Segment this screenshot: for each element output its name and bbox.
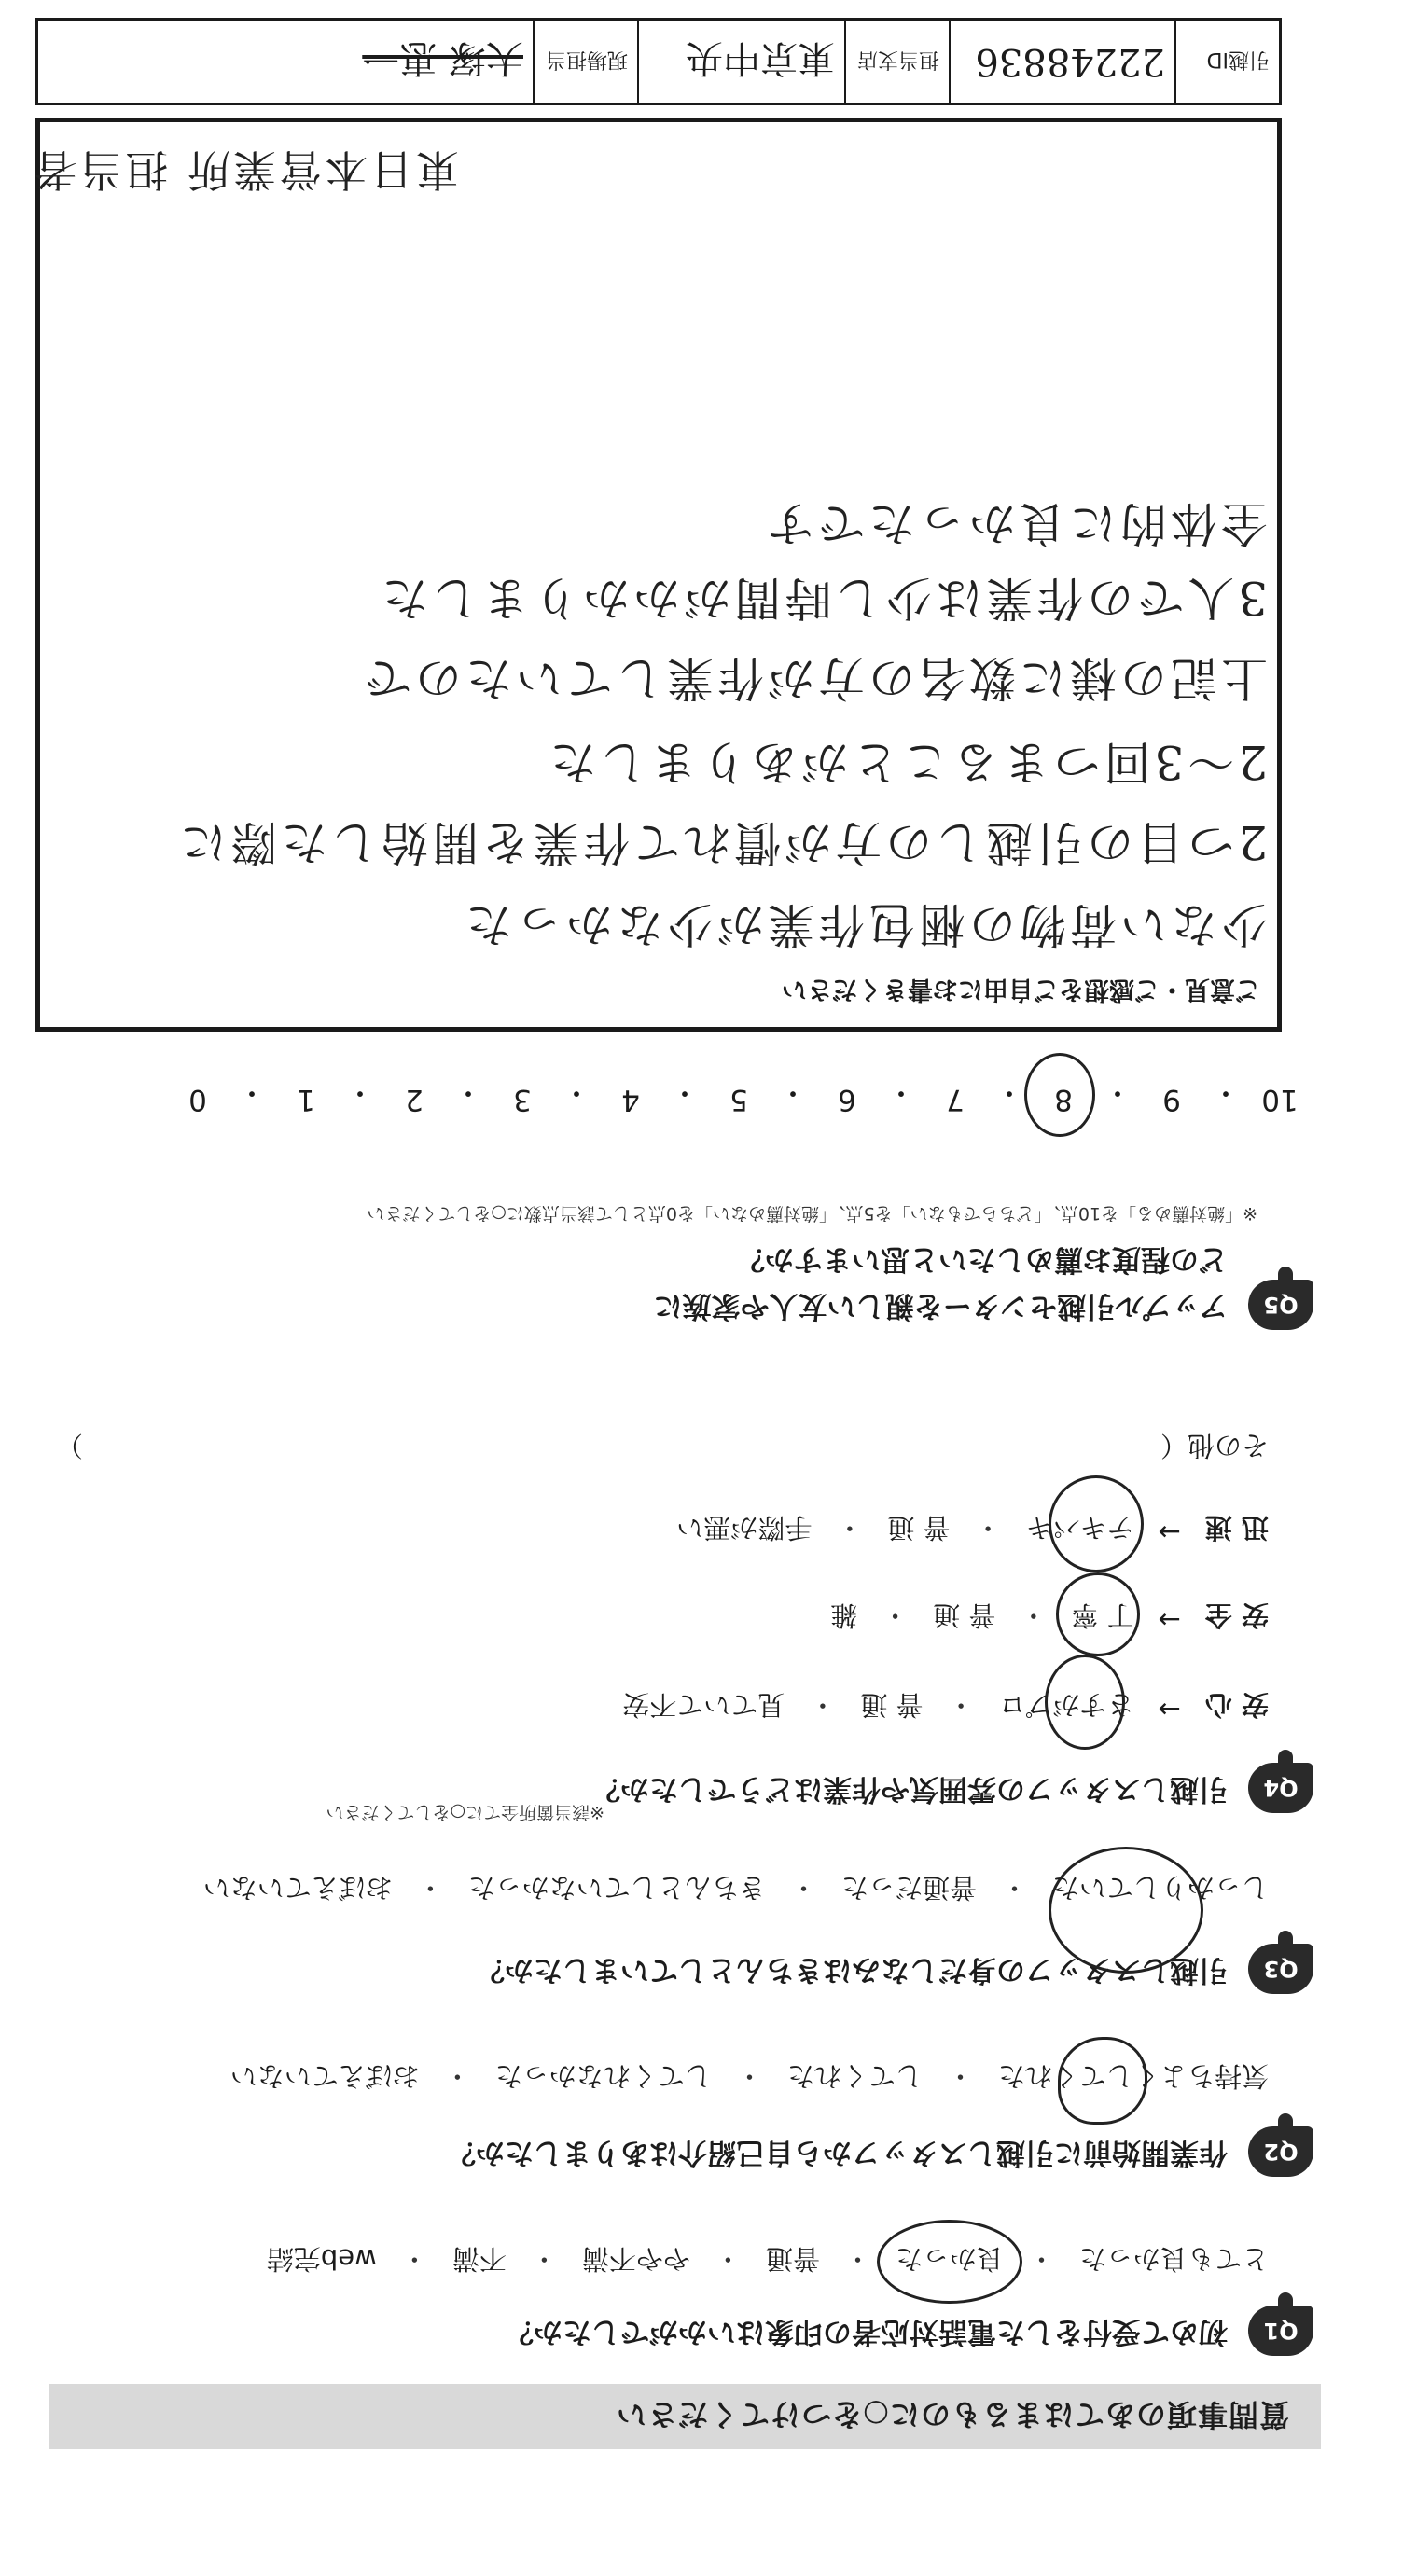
q1-option-6[interactable]: web完結 (266, 2243, 377, 2275)
q4-anzen-option-3[interactable]: 雑 (830, 1600, 858, 1631)
selection-circle (877, 2220, 1022, 2304)
q1-option-1[interactable]: とても良かった (1078, 2243, 1269, 2275)
score-1[interactable]: 1 (297, 1083, 315, 1116)
q1-text: 初めて受付をした電話対応者の印象はいかがでしたか？ (505, 2315, 1228, 2348)
q2-option-1[interactable]: 気持ちよくしてくれた (998, 2058, 1269, 2097)
comment-line-1: 少ない荷物の梱包作業が少なかった (462, 897, 1268, 951)
q1-option-4[interactable]: やや不満 (581, 2243, 690, 2275)
q4-row-label: 迅 速 (1204, 1512, 1269, 1544)
score-2[interactable]: 2 (405, 1083, 424, 1116)
q5-score-scale: 10 ・ 9 ・ 8 ・ 7 ・ 6 ・ 5 ・ 4 ・ 3 ・ 2 ・ 1 ・ 0 (164, 1074, 1313, 1116)
q4-row-jinsoku: 迅 速 → テキパキ ・ 普 通 ・ 手際が悪い (676, 1510, 1269, 1548)
q4-jinsoku-option-2[interactable]: 普 通 (887, 1512, 951, 1544)
staff-value: 大塚 恵一 (362, 36, 523, 80)
q4-row-label: 安 心 (1204, 1689, 1269, 1721)
score-3[interactable]: 3 (513, 1083, 532, 1116)
branch-value: 東京中央 (686, 36, 835, 80)
q4-anzen-option-1[interactable]: 丁 寧 (1071, 1598, 1133, 1636)
instruction-text: 質問事項のあてはまるものに○をつけてください (616, 2397, 1289, 2432)
id-label: 引越ID (1206, 48, 1270, 72)
score-6[interactable]: 6 (838, 1083, 856, 1116)
q4-anshin-option-1[interactable]: さすがプロ (999, 1687, 1134, 1725)
question-1 (45, 2225, 1313, 2356)
selection-circle (1045, 1655, 1125, 1750)
q4-anshin-option-3[interactable]: 見ていて不安 (622, 1689, 785, 1721)
q3-option-1[interactable]: しっかりしていた (1052, 1870, 1269, 1908)
score-0[interactable]: 0 (188, 1083, 207, 1116)
q4-row-anzen: 安 全 → 丁 寧 ・ 普 通 ・ 雑 (830, 1598, 1269, 1636)
score-8[interactable]: 8 (1030, 1074, 1097, 1116)
q5-note: ※「絶対薦める」を10点、「どちらでもない」を5点、「絶対薦めない」を0点として該当点数に○をしてください (367, 1203, 1257, 1224)
comment-title: ご意見・ご感想をご自由にお書きください (782, 975, 1260, 1004)
score-5[interactable]: 5 (729, 1083, 748, 1116)
question-2 (45, 2046, 1313, 2177)
comment-line-4: 上記の様に数名の方が作業していたので (361, 651, 1268, 705)
q1-option-5[interactable]: 不満 (451, 2243, 507, 2275)
question-4 (45, 1430, 1313, 1822)
q3-options: しっかりしていた ・ 普通だった ・ きちんとしていなかった ・ おぼえていない (203, 1870, 1269, 1908)
staff-label: 現場担当 (545, 48, 628, 72)
selection-circle (1024, 1053, 1095, 1137)
branch-label-cell (844, 21, 949, 103)
q5-text-line2: どの程度お薦めしたいと思いますか？ (736, 1242, 1228, 1276)
q3-badge: Q3 (1248, 1944, 1313, 1994)
q3-option-3[interactable]: きちんとしていなかった (467, 1872, 766, 1904)
q5-text-line1: アップル引越センターを親しい友人や家族に (653, 1289, 1228, 1323)
q2-options: 気持ちよくしてくれた ・ してくれた ・ してくれなかった ・ おぼえていない (230, 2058, 1269, 2097)
q4-badge: Q4 (1248, 1763, 1313, 1813)
q4-jinsoku-option-3[interactable]: 手際が悪い (676, 1512, 813, 1544)
q4-text: 引越しスタッフの雰囲気や作業はどうでしたか？ (591, 1772, 1228, 1806)
q4-other-label: その他（ (1160, 1430, 1269, 1461)
q3-option-4[interactable]: おぼえていない (202, 1872, 393, 1904)
q1-option-3[interactable]: 普通 (765, 2243, 820, 2275)
selection-circle (1049, 1847, 1203, 1974)
id-label-cell (1174, 21, 1279, 103)
selection-circle (1058, 2037, 1147, 2125)
q2-option-3[interactable]: してくれなかった (494, 2060, 712, 2092)
q2-option-2[interactable]: してくれた (786, 2060, 923, 2092)
q1-option-2[interactable]: 良かった (896, 2241, 1004, 2279)
q4-jinsoku-option-1[interactable]: テキパキ (1026, 1510, 1134, 1548)
q1-badge: Q1 (1248, 2306, 1313, 2356)
branch-label: 担当支店 (856, 48, 939, 72)
branch-value-cell (637, 21, 844, 103)
q4-note: ※該当箇所全てに○をしてください (326, 1802, 604, 1822)
q4-other-close: ） (56, 1430, 84, 1461)
q3-option-2[interactable]: 普通だった (840, 1872, 977, 1904)
q4-other (56, 1428, 1269, 1466)
comment-line-3: 2〜3回つまることがありました (546, 735, 1268, 789)
score-4[interactable]: 4 (621, 1083, 640, 1116)
q5-badge: Q5 (1248, 1280, 1313, 1330)
staff-value-cell (38, 21, 533, 103)
q3-text: 引越しスタッフの身だしなみはきちんとしていましたか？ (476, 1953, 1228, 1987)
question-3 (45, 1863, 1313, 1994)
q2-text: 作業開始前に引越しスタッフから自己紹介はありましたか？ (447, 2136, 1228, 2169)
comment-line-2: 2つ目の引越しの方が慣れて作業を開始した際に (176, 815, 1268, 869)
score-10[interactable]: 10 (1261, 1083, 1299, 1116)
score-9[interactable]: 9 (1162, 1083, 1181, 1116)
q1-options: とても良かった ・ 良かった ・ 普通 ・ やや不満 ・ 不満 ・ web完結 (267, 2241, 1269, 2279)
q4-row-anshin: 安 心 → さすがプロ ・ 普 通 ・ 見ていて不安 (622, 1687, 1269, 1725)
score-7[interactable]: 7 (946, 1083, 965, 1116)
q4-anshin-option-2[interactable]: 普 通 (860, 1689, 924, 1721)
staff-label-cell (533, 21, 637, 103)
selection-circle (1056, 1572, 1140, 1656)
id-value: 22248836 (975, 40, 1165, 83)
selection-circle (1049, 1475, 1144, 1572)
comment-line-5: 3人での作業は少し時間がかかりました (378, 571, 1268, 625)
q4-row-label: 安 全 (1204, 1600, 1269, 1631)
q4-anzen-option-2[interactable]: 普 通 (933, 1600, 996, 1631)
handwritten-signature: 東日本営業所 担当者 (31, 145, 459, 195)
id-value-cell (949, 21, 1174, 103)
comment-line-6: 全体的に良かったです (764, 496, 1268, 550)
question-5 (45, 1143, 1313, 1330)
meta-table (35, 18, 1282, 105)
q2-option-4[interactable]: おぼえていない (229, 2060, 420, 2092)
comment-box[interactable] (35, 118, 1282, 1032)
q2-badge: Q2 (1248, 2126, 1313, 2177)
q4-other-field[interactable] (1077, 1428, 1136, 1466)
instruction-bar (49, 2384, 1321, 2449)
